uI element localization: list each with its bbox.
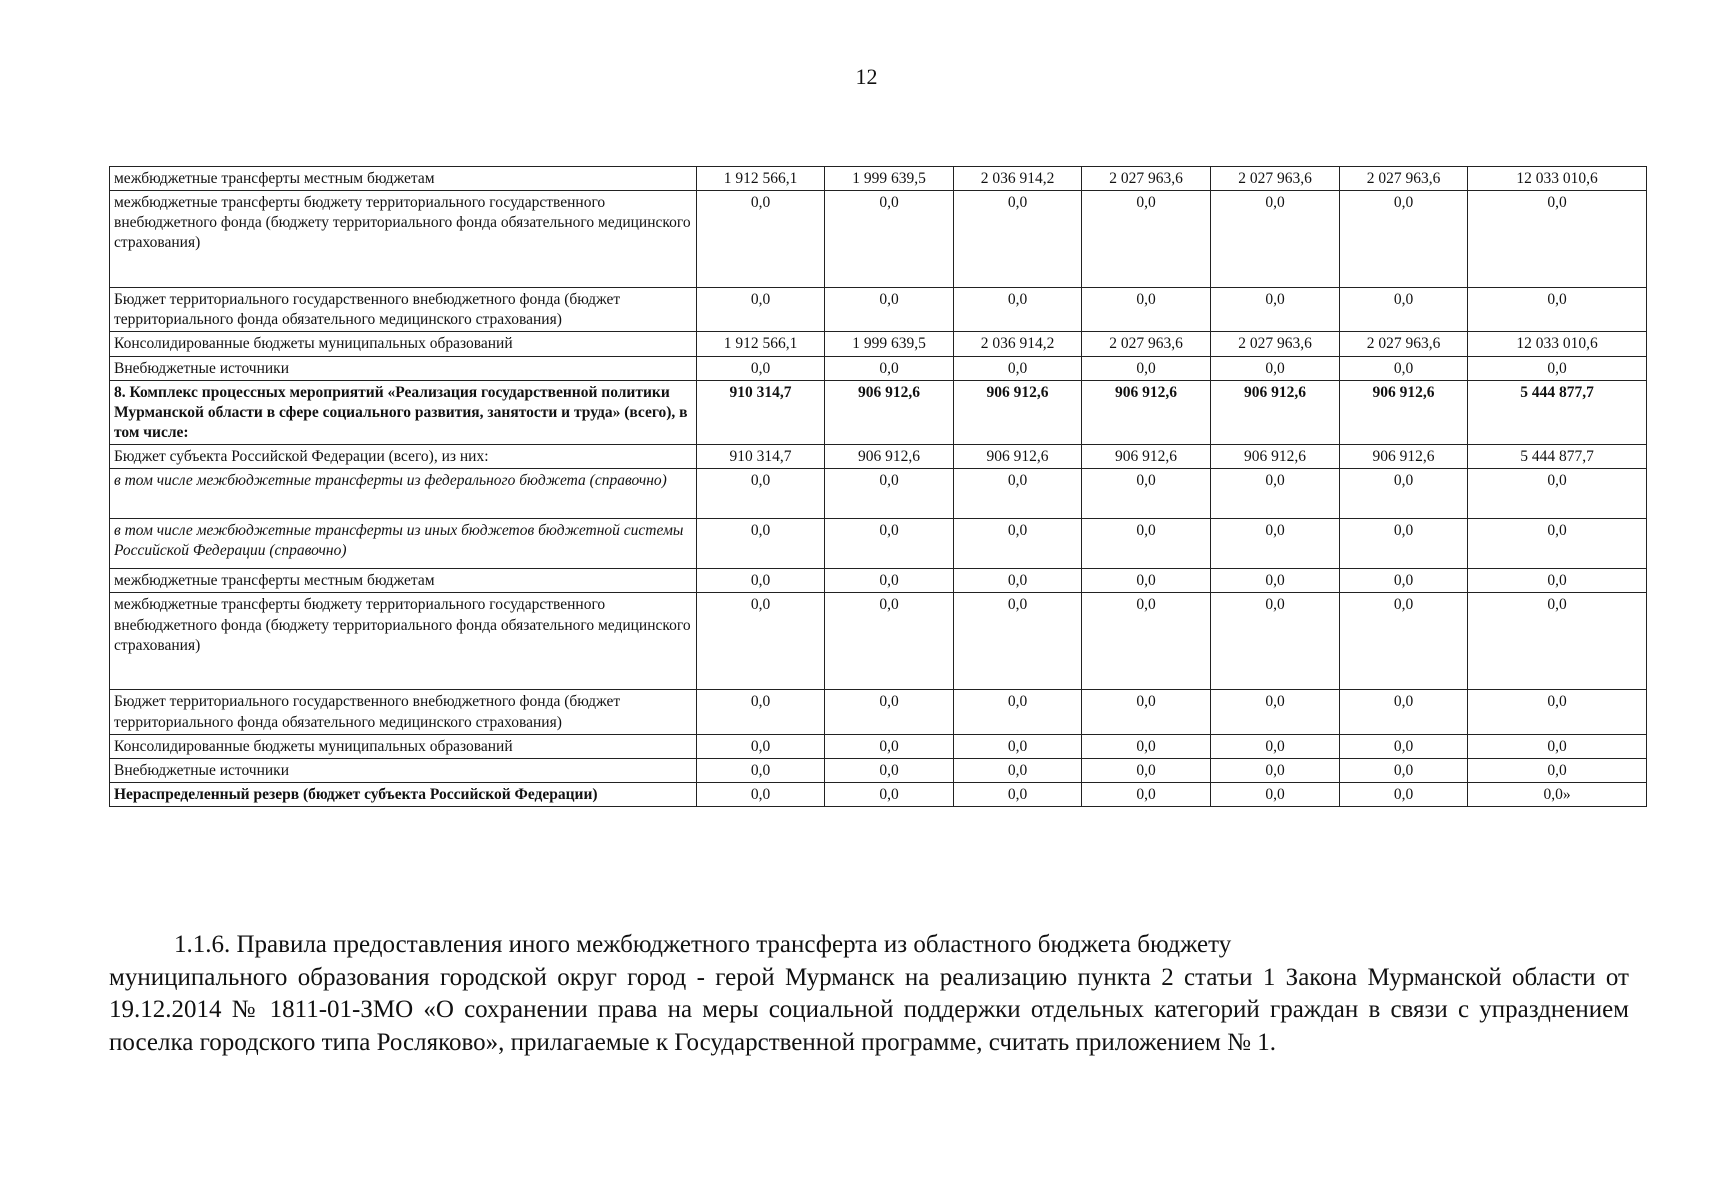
budget-table (109, 166, 1647, 807)
value-cell: 2 027 963,6 (1082, 332, 1211, 356)
value-cell: 0,0 (1211, 356, 1340, 380)
value-cell: 0,0 (954, 469, 1082, 519)
value-cell: 0,0 (1082, 569, 1211, 593)
value-cell: 0,0 (954, 519, 1082, 569)
value-cell: 0,0 (1082, 288, 1211, 332)
table-row (110, 734, 1647, 758)
row-label: 8. Комплекс процессных мероприятий «Реализация государственной политики Мурманской области в сфере социального развития, занятости и труда» (всего), в том числе: (110, 380, 697, 444)
value-cell: 0,0 (1340, 734, 1468, 758)
value-cell: 906 912,6 (825, 445, 954, 469)
value-cell: 0,0 (697, 569, 825, 593)
value-cell: 0,0 (1468, 356, 1647, 380)
table-row (110, 569, 1647, 593)
value-cell: 0,0 (825, 734, 954, 758)
value-cell: 0,0 (1211, 288, 1340, 332)
value-cell: 1 999 639,5 (825, 332, 954, 356)
value-cell: 910 314,7 (697, 380, 825, 444)
value-cell: 0,0 (1468, 191, 1647, 288)
value-cell: 0,0 (1082, 734, 1211, 758)
value-cell: 906 912,6 (1211, 445, 1340, 469)
row-label: межбюджетные трансферты бюджету территориального государственного внебюджетного фонда (бюджету территориального фонда обязательного медицинского страхования) (110, 191, 697, 288)
table-row (110, 380, 1647, 444)
value-cell: 0,0 (1468, 593, 1647, 690)
value-cell: 0,0 (1082, 519, 1211, 569)
row-label: Бюджет субъекта Российской Федерации (всего), из них: (110, 445, 697, 469)
table-row (110, 191, 1647, 288)
value-cell: 0,0 (1340, 469, 1468, 519)
row-label: Внебюджетные источники (110, 356, 697, 380)
value-cell: 0,0 (1340, 519, 1468, 569)
value-cell: 0,0 (1082, 469, 1211, 519)
table-row (110, 593, 1647, 690)
table-row (110, 288, 1647, 332)
row-label: Бюджет территориального государственного внебюджетного фонда (бюджет территориального фонда обязательного медицинского страхования) (110, 690, 697, 734)
value-cell: 0,0 (697, 469, 825, 519)
value-cell: 0,0 (1082, 758, 1211, 782)
value-cell: 0,0» (1468, 782, 1647, 806)
value-cell: 0,0 (1468, 519, 1647, 569)
paragraph-first-line: 1.1.6. Правила предоставления иного межбюджетного трансферта из областного бюджета бюджету (174, 931, 1232, 958)
page-number: 12 (855, 64, 878, 89)
table-row (110, 332, 1647, 356)
value-cell: 0,0 (954, 690, 1082, 734)
value-cell: 0,0 (954, 569, 1082, 593)
table-row (110, 782, 1647, 806)
value-cell: 0,0 (697, 593, 825, 690)
row-label: межбюджетные трансферты местным бюджетам (110, 569, 697, 593)
value-cell: 0,0 (697, 758, 825, 782)
value-cell: 0,0 (825, 782, 954, 806)
value-cell: 12 033 010,6 (1468, 167, 1647, 191)
value-cell: 2 036 914,2 (954, 167, 1082, 191)
row-label: межбюджетные трансферты местным бюджетам (110, 167, 697, 191)
row-label: Консолидированные бюджеты муниципальных образований (110, 332, 697, 356)
value-cell: 5 444 877,7 (1468, 445, 1647, 469)
value-cell: 0,0 (697, 782, 825, 806)
value-cell: 0,0 (697, 191, 825, 288)
value-cell: 0,0 (1211, 782, 1340, 806)
table-row (110, 469, 1647, 519)
value-cell: 0,0 (954, 191, 1082, 288)
table-row (110, 167, 1647, 191)
value-cell: 906 912,6 (825, 380, 954, 444)
value-cell: 906 912,6 (1340, 445, 1468, 469)
value-cell: 0,0 (825, 288, 954, 332)
value-cell: 2 027 963,6 (1340, 167, 1468, 191)
table-row (110, 356, 1647, 380)
value-cell: 906 912,6 (1082, 445, 1211, 469)
table-row (110, 758, 1647, 782)
value-cell: 0,0 (825, 758, 954, 782)
value-cell: 906 912,6 (954, 445, 1082, 469)
value-cell: 0,0 (954, 758, 1082, 782)
value-cell: 0,0 (954, 734, 1082, 758)
table-row (110, 519, 1647, 569)
value-cell: 2 027 963,6 (1340, 332, 1468, 356)
value-cell: 910 314,7 (697, 445, 825, 469)
value-cell: 0,0 (697, 734, 825, 758)
row-label: Внебюджетные источники (110, 758, 697, 782)
value-cell: 0,0 (825, 593, 954, 690)
value-cell: 0,0 (825, 191, 954, 288)
value-cell: 0,0 (1468, 469, 1647, 519)
row-label: Консолидированные бюджеты муниципальных образований (110, 734, 697, 758)
value-cell: 0,0 (1211, 734, 1340, 758)
table-row (110, 445, 1647, 469)
value-cell: 0,0 (697, 356, 825, 380)
value-cell: 2 027 963,6 (1211, 167, 1340, 191)
value-cell: 906 912,6 (1082, 380, 1211, 444)
value-cell: 0,0 (1340, 593, 1468, 690)
value-cell: 0,0 (825, 356, 954, 380)
value-cell: 0,0 (1340, 356, 1468, 380)
value-cell: 0,0 (1340, 288, 1468, 332)
value-cell: 0,0 (1340, 782, 1468, 806)
value-cell: 0,0 (1211, 593, 1340, 690)
value-cell: 0,0 (825, 519, 954, 569)
value-cell: 2 036 914,2 (954, 332, 1082, 356)
value-cell: 0,0 (1468, 734, 1647, 758)
value-cell: 2 027 963,6 (1082, 167, 1211, 191)
value-cell: 0,0 (697, 690, 825, 734)
value-cell: 0,0 (1082, 782, 1211, 806)
value-cell: 0,0 (825, 569, 954, 593)
value-cell: 0,0 (1468, 288, 1647, 332)
value-cell: 0,0 (1468, 690, 1647, 734)
value-cell: 0,0 (1082, 593, 1211, 690)
row-label: Бюджет территориального государственного внебюджетного фонда (бюджет территориального фонда обязательного медицинского страхования) (110, 288, 697, 332)
body-paragraph (109, 929, 1629, 1059)
value-cell: 0,0 (1211, 690, 1340, 734)
row-label: в том числе межбюджетные трансферты из иных бюджетов бюджетной системы Российской Федерации (справочно) (110, 519, 697, 569)
value-cell: 0,0 (1211, 569, 1340, 593)
value-cell: 0,0 (1340, 569, 1468, 593)
value-cell: 0,0 (954, 782, 1082, 806)
value-cell: 0,0 (1211, 758, 1340, 782)
row-label: межбюджетные трансферты бюджету территориального государственного внебюджетного фонда (бюджету территориального фонда обязательного медицинского страхования) (110, 593, 697, 690)
value-cell: 0,0 (1468, 758, 1647, 782)
value-cell: 906 912,6 (1340, 380, 1468, 444)
value-cell: 0,0 (1340, 758, 1468, 782)
value-cell: 0,0 (1082, 356, 1211, 380)
value-cell: 0,0 (1340, 690, 1468, 734)
paragraph-text: муниципального образования городской округ город - герой Мурманск на реализацию пункта 2 статьи 1 Закона Мурманской области от 19.12.2014 № 1811-01-ЗМО «О сохранении права на меры социальной поддержки отдельных категорий граждан в связи с упразднением поселка городского типа Росляково», прилагаемые к Государственной программе, считать приложением № 1. (109, 963, 1629, 1056)
value-cell: 5 444 877,7 (1468, 380, 1647, 444)
value-cell: 1 999 639,5 (825, 167, 954, 191)
row-label: в том числе межбюджетные трансферты из федерального бюджета (справочно) (110, 469, 697, 519)
value-cell: 0,0 (1082, 191, 1211, 288)
value-cell: 0,0 (1468, 569, 1647, 593)
value-cell: 0,0 (1211, 191, 1340, 288)
value-cell: 0,0 (1340, 191, 1468, 288)
value-cell: 0,0 (825, 690, 954, 734)
value-cell: 0,0 (1211, 469, 1340, 519)
value-cell: 0,0 (825, 469, 954, 519)
row-label: Нераспределенный резерв (бюджет субъекта Российской Федерации) (110, 782, 697, 806)
value-cell: 1 912 566,1 (697, 332, 825, 356)
value-cell: 906 912,6 (1211, 380, 1340, 444)
value-cell: 1 912 566,1 (697, 167, 825, 191)
value-cell: 0,0 (954, 593, 1082, 690)
table-row (110, 690, 1647, 734)
value-cell: 12 033 010,6 (1468, 332, 1647, 356)
value-cell: 0,0 (954, 288, 1082, 332)
value-cell: 0,0 (697, 288, 825, 332)
value-cell: 0,0 (1211, 519, 1340, 569)
value-cell: 0,0 (954, 356, 1082, 380)
value-cell: 906 912,6 (954, 380, 1082, 444)
value-cell: 0,0 (697, 519, 825, 569)
value-cell: 0,0 (1082, 690, 1211, 734)
value-cell: 2 027 963,6 (1211, 332, 1340, 356)
